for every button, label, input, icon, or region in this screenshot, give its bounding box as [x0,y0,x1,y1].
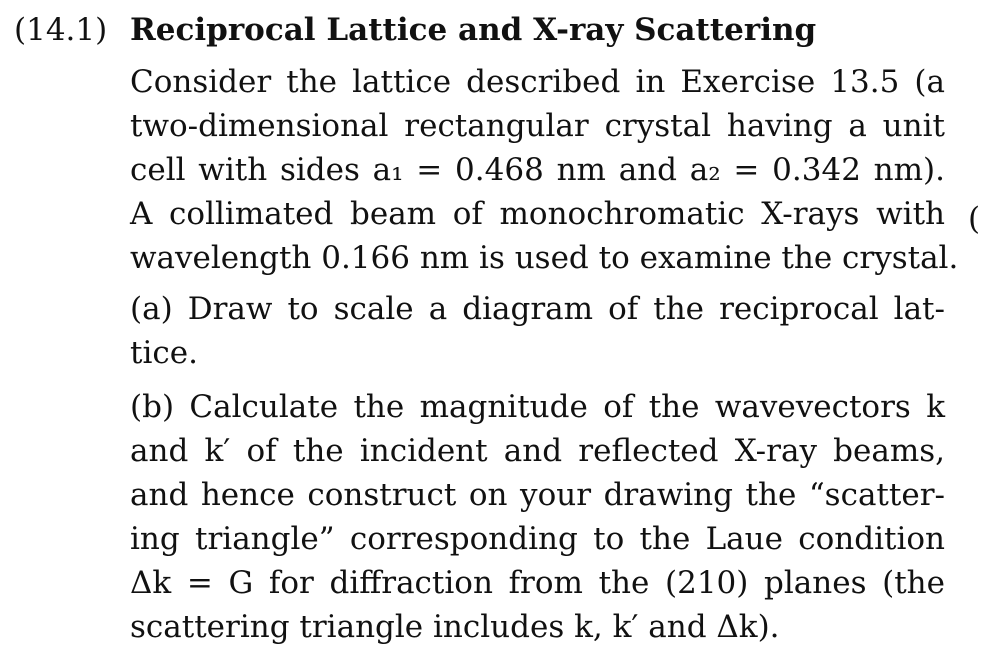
intro-line: cell with sides a₁ = 0.468 nm and a₂ = 0.342 nm). [130,152,945,188]
exercise-number: (14.1) [14,12,108,48]
part-a-line: (a) Draw to scale a diagram of the reciprocal lat- [130,291,945,327]
intro-line: two-dimensional rectangular crystal having a unit [130,108,945,144]
exercise-title: Reciprocal Lattice and X-ray Scattering [130,12,817,48]
intro-paragraph [130,60,959,280]
part-b-line: and hence construct on your drawing the “scatter- [130,477,945,513]
part-b-line: scattering triangle includes k, k′ and Δk). [130,609,780,645]
part-b-line: and k′ of the incident and reflected X-ray beams, [130,433,945,469]
part-b-line: ing triangle” corresponding to the Laue condition [130,521,945,557]
intro-line: A collimated beam of monochromatic X-rays with [130,196,945,232]
part-a-line: tice. [130,335,198,371]
part-b-paragraph [130,385,945,649]
part-a-paragraph [130,287,945,375]
part-b-line: (b) Calculate the magnitude of the wavevectors k [130,389,945,425]
intro-line: wavelength 0.166 nm is used to examine the crystal. [130,240,959,276]
part-b-line: Δk = G for diffraction from the (210) planes (the [130,565,945,601]
cropped-edge-fragment: ( [968,201,981,237]
intro-line: Consider the lattice described in Exercise 13.5 (a [130,64,945,100]
